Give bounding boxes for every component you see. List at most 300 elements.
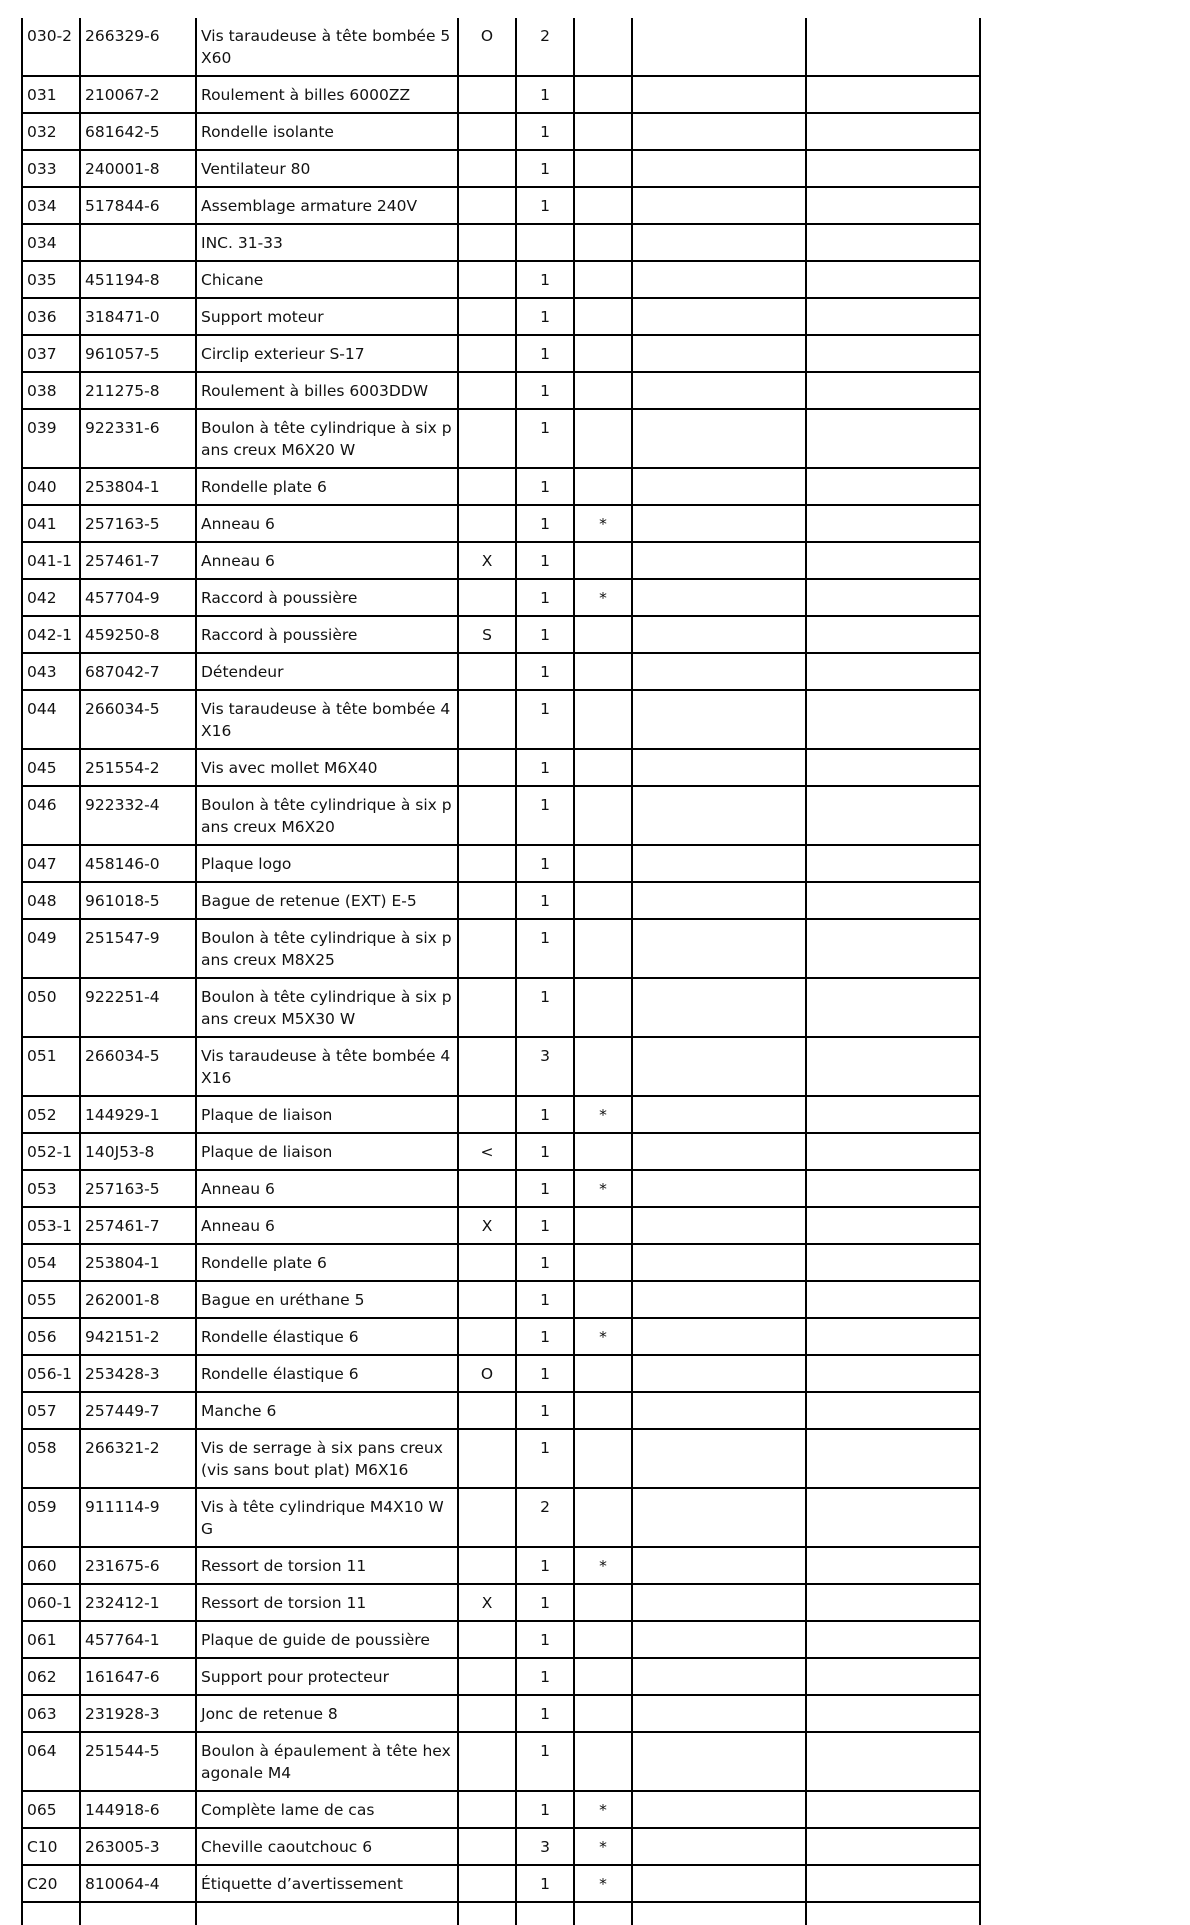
marker-cell (574, 1732, 632, 1791)
item-number-cell: 044 (22, 690, 80, 749)
quantity-cell: 1 (516, 1096, 574, 1133)
table-row (22, 113, 980, 150)
item-number-cell: 054 (22, 1244, 80, 1281)
quantity-cell: 1 (516, 690, 574, 749)
marker-cell (574, 1037, 632, 1096)
quantity-cell: 1 (516, 786, 574, 845)
table-row (22, 1037, 980, 1096)
table-row (22, 1244, 980, 1281)
empty-cell (806, 1429, 980, 1488)
empty-cell (632, 1096, 806, 1133)
part-number-cell: 140J53-8 (80, 1133, 196, 1170)
description-cell: Raccord à poussière (196, 616, 458, 653)
empty-cell (806, 409, 980, 468)
variant-code-cell: X (458, 542, 516, 579)
quantity-cell: 2 (516, 1488, 574, 1547)
variant-code-cell: O (458, 1355, 516, 1392)
table-row (22, 1133, 980, 1170)
description-cell: INC. 31-33 (196, 224, 458, 261)
description-cell: Anneau 6 (196, 1170, 458, 1207)
empty-cell (632, 409, 806, 468)
description-cell: Vis de serrage à six pans creux (vis sans bout plat) M6X16 (196, 1429, 458, 1488)
variant-code-cell (458, 1732, 516, 1791)
marker-cell: * (574, 1170, 632, 1207)
item-number-cell: 063 (22, 1695, 80, 1732)
empty-cell (806, 224, 980, 261)
empty-cell (632, 187, 806, 224)
variant-code-cell (458, 845, 516, 882)
item-number-cell: C20 (22, 1865, 80, 1902)
variant-code-cell: < (458, 1133, 516, 1170)
part-number-cell: 922251-4 (80, 978, 196, 1037)
part-number-cell: 942151-2 (80, 1318, 196, 1355)
marker-cell (574, 76, 632, 113)
variant-code-cell (458, 1429, 516, 1488)
quantity-cell: 1 (516, 468, 574, 505)
quantity-cell: 1 (516, 749, 574, 786)
description-cell: Vis taraudeuse à tête bombée 4X16 (196, 1037, 458, 1096)
part-number-cell: 266034-5 (80, 690, 196, 749)
quantity-cell: 1 (516, 542, 574, 579)
table-row (22, 298, 980, 335)
variant-code-cell (458, 1695, 516, 1732)
variant-code-cell (458, 1547, 516, 1584)
marker-cell (574, 409, 632, 468)
table-row (22, 1658, 980, 1695)
empty-cell (806, 113, 980, 150)
marker-cell (574, 978, 632, 1037)
table-row (22, 1429, 980, 1488)
variant-code-cell (458, 76, 516, 113)
variant-code-cell (458, 1488, 516, 1547)
empty-cell (632, 542, 806, 579)
marker-cell (574, 468, 632, 505)
item-number-cell: 042 (22, 579, 80, 616)
table-row (22, 261, 980, 298)
description-cell: Ventilateur 80 (196, 150, 458, 187)
description-cell: Roulement à billes 6000ZZ (196, 76, 458, 113)
item-number-cell: 056-1 (22, 1355, 80, 1392)
quantity-cell: 1 (516, 1318, 574, 1355)
empty-cell (632, 113, 806, 150)
quantity-cell: 1 (516, 616, 574, 653)
item-number-cell: 032 (22, 113, 80, 150)
item-number-cell: 036 (22, 298, 80, 335)
description-cell: Anneau 6 (196, 1207, 458, 1244)
empty-cell (632, 690, 806, 749)
variant-code-cell (458, 653, 516, 690)
description-cell: Vis à tête cylindrique M4X10 WG (196, 1488, 458, 1547)
description-cell: Support pour protecteur (196, 1658, 458, 1695)
quantity-cell: 3 (516, 1037, 574, 1096)
quantity-cell: 1 (516, 1621, 574, 1658)
description-cell: Plaque logo (196, 845, 458, 882)
table-row (22, 919, 980, 978)
empty-cell (806, 505, 980, 542)
empty-cell (632, 1318, 806, 1355)
marker-cell (574, 1355, 632, 1392)
table-row-continuation (22, 1902, 980, 1925)
description-cell: Vis avec mollet M6X40 (196, 749, 458, 786)
part-number-cell: 961018-5 (80, 882, 196, 919)
variant-code-cell (458, 187, 516, 224)
parts-table-body (22, 18, 980, 1925)
table-row (22, 616, 980, 653)
variant-code-cell: X (458, 1207, 516, 1244)
quantity-cell: 1 (516, 1791, 574, 1828)
quantity-cell: 1 (516, 1207, 574, 1244)
table-row (22, 1547, 980, 1584)
marker-cell (574, 1658, 632, 1695)
marker-cell: * (574, 1865, 632, 1902)
quantity-cell: 1 (516, 919, 574, 978)
quantity-cell: 1 (516, 505, 574, 542)
empty-cell (806, 542, 980, 579)
item-number-cell: 051 (22, 1037, 80, 1096)
empty-cell (806, 261, 980, 298)
part-number-cell: 266034-5 (80, 1037, 196, 1096)
quantity-cell: 1 (516, 1281, 574, 1318)
item-number-cell: 057 (22, 1392, 80, 1429)
description-cell: Rondelle isolante (196, 113, 458, 150)
table-row (22, 18, 980, 76)
marker-cell (574, 261, 632, 298)
description-cell: Ressort de torsion 11 (196, 1547, 458, 1584)
part-number-cell: 911114-9 (80, 1488, 196, 1547)
empty-cell (806, 919, 980, 978)
variant-code-cell (458, 1791, 516, 1828)
item-number-cell: 053 (22, 1170, 80, 1207)
variant-code-cell: X (458, 1584, 516, 1621)
variant-code-cell (458, 298, 516, 335)
item-number-cell: 035 (22, 261, 80, 298)
empty-cell (632, 653, 806, 690)
quantity-cell: 2 (516, 18, 574, 76)
variant-code-cell: S (458, 616, 516, 653)
variant-code-cell (458, 919, 516, 978)
description-cell: Plaque de liaison (196, 1133, 458, 1170)
empty-cell (632, 1207, 806, 1244)
marker-cell (574, 653, 632, 690)
table-row (22, 150, 980, 187)
item-number-cell: 038 (22, 372, 80, 409)
quantity-cell: 1 (516, 409, 574, 468)
table-row (22, 1392, 980, 1429)
item-number-cell: 065 (22, 1791, 80, 1828)
empty-cell (806, 1621, 980, 1658)
description-cell: Rondelle élastique 6 (196, 1318, 458, 1355)
variant-code-cell (458, 1828, 516, 1865)
table-row (22, 409, 980, 468)
marker-cell (574, 749, 632, 786)
marker-cell (574, 616, 632, 653)
table-row (22, 1170, 980, 1207)
marker-cell (574, 786, 632, 845)
part-number-cell: 262001-8 (80, 1281, 196, 1318)
empty-cell (806, 1865, 980, 1902)
part-number-cell: 961057-5 (80, 335, 196, 372)
item-number-cell: 034 (22, 224, 80, 261)
part-number-cell: 253804-1 (80, 1244, 196, 1281)
empty-cell (632, 1133, 806, 1170)
variant-code-cell (458, 690, 516, 749)
part-number-cell: 810064-4 (80, 1865, 196, 1902)
quantity-cell: 1 (516, 1695, 574, 1732)
part-number-cell: 318471-0 (80, 298, 196, 335)
quantity-cell: 1 (516, 298, 574, 335)
empty-cell (632, 1392, 806, 1429)
empty-cell (80, 1902, 196, 1925)
item-number-cell: 053-1 (22, 1207, 80, 1244)
empty-cell (806, 372, 980, 409)
empty-cell (806, 616, 980, 653)
empty-cell (806, 579, 980, 616)
empty-cell (632, 1281, 806, 1318)
description-cell: Rondelle élastique 6 (196, 1355, 458, 1392)
empty-cell (632, 1037, 806, 1096)
item-number-cell: 030-2 (22, 18, 80, 76)
description-cell: Ressort de torsion 11 (196, 1584, 458, 1621)
description-cell: Boulon à tête cylindrique à six pans creux M8X25 (196, 919, 458, 978)
part-number-cell: 457764-1 (80, 1621, 196, 1658)
empty-cell (632, 1244, 806, 1281)
marker-cell: * (574, 1096, 632, 1133)
variant-code-cell (458, 1281, 516, 1318)
variant-code-cell (458, 113, 516, 150)
item-number-cell: 031 (22, 76, 80, 113)
quantity-cell: 1 (516, 1170, 574, 1207)
table-row (22, 786, 980, 845)
empty-cell (806, 1828, 980, 1865)
marker-cell: * (574, 1791, 632, 1828)
table-row (22, 1695, 980, 1732)
empty-cell (806, 1547, 980, 1584)
table-row (22, 187, 980, 224)
empty-cell (806, 468, 980, 505)
part-number-cell: 251547-9 (80, 919, 196, 978)
empty-cell (632, 882, 806, 919)
item-number-cell: 033 (22, 150, 80, 187)
variant-code-cell (458, 409, 516, 468)
quantity-cell: 1 (516, 372, 574, 409)
description-cell: Boulon à épaulement à tête hexagonale M4 (196, 1732, 458, 1791)
part-number-cell: 922332-4 (80, 786, 196, 845)
marker-cell (574, 1695, 632, 1732)
description-cell: Bague de retenue (EXT) E-5 (196, 882, 458, 919)
marker-cell (574, 1207, 632, 1244)
description-cell: Vis taraudeuse à tête bombée 4X16 (196, 690, 458, 749)
part-number-cell: 459250-8 (80, 616, 196, 653)
item-number-cell: 047 (22, 845, 80, 882)
empty-cell (806, 882, 980, 919)
part-number-cell: 451194-8 (80, 261, 196, 298)
item-number-cell: 041 (22, 505, 80, 542)
description-cell: Boulon à tête cylindrique à six pans creux M5X30 W (196, 978, 458, 1037)
table-row (22, 579, 980, 616)
item-number-cell: 034 (22, 187, 80, 224)
empty-cell (458, 1902, 516, 1925)
table-row (22, 1732, 980, 1791)
table-row (22, 978, 980, 1037)
marker-cell (574, 335, 632, 372)
quantity-cell: 1 (516, 1133, 574, 1170)
description-cell: Plaque de guide de poussière (196, 1621, 458, 1658)
empty-cell (806, 1170, 980, 1207)
item-number-cell: 056 (22, 1318, 80, 1355)
empty-cell (632, 1695, 806, 1732)
empty-cell (632, 1170, 806, 1207)
table-row (22, 690, 980, 749)
description-cell: Détendeur (196, 653, 458, 690)
empty-cell (806, 1658, 980, 1695)
variant-code-cell (458, 1244, 516, 1281)
item-number-cell: 049 (22, 919, 80, 978)
part-number-cell: 681642-5 (80, 113, 196, 150)
table-row (22, 1791, 980, 1828)
description-cell: Assemblage armature 240V (196, 187, 458, 224)
variant-code-cell (458, 1621, 516, 1658)
empty-cell (632, 616, 806, 653)
empty-cell (632, 1584, 806, 1621)
quantity-cell: 1 (516, 653, 574, 690)
quantity-cell: 1 (516, 76, 574, 113)
empty-cell (806, 653, 980, 690)
empty-cell (574, 1902, 632, 1925)
empty-cell (806, 76, 980, 113)
empty-cell (632, 1828, 806, 1865)
table-row (22, 76, 980, 113)
variant-code-cell (458, 1392, 516, 1429)
quantity-cell: 1 (516, 150, 574, 187)
empty-cell (632, 1791, 806, 1828)
quantity-cell: 3 (516, 1828, 574, 1865)
part-number-cell: 232412-1 (80, 1584, 196, 1621)
empty-cell (806, 1207, 980, 1244)
part-number-cell (80, 224, 196, 261)
description-cell: Anneau 6 (196, 542, 458, 579)
empty-cell (806, 1355, 980, 1392)
description-cell: Bague en uréthane 5 (196, 1281, 458, 1318)
empty-cell (632, 1488, 806, 1547)
quantity-cell: 1 (516, 113, 574, 150)
marker-cell: * (574, 1828, 632, 1865)
empty-cell (632, 505, 806, 542)
empty-cell (632, 749, 806, 786)
variant-code-cell (458, 1318, 516, 1355)
marker-cell (574, 1392, 632, 1429)
description-cell: Étiquette d’avertissement (196, 1865, 458, 1902)
item-number-cell: 064 (22, 1732, 80, 1791)
empty-cell (806, 1281, 980, 1318)
table-row (22, 1828, 980, 1865)
quantity-cell: 1 (516, 1732, 574, 1791)
empty-cell (196, 1902, 458, 1925)
empty-cell (632, 468, 806, 505)
item-number-cell: 037 (22, 335, 80, 372)
part-number-cell: 687042-7 (80, 653, 196, 690)
empty-cell (632, 1865, 806, 1902)
variant-code-cell (458, 579, 516, 616)
marker-cell (574, 224, 632, 261)
marker-cell (574, 919, 632, 978)
part-number-cell: 161647-6 (80, 1658, 196, 1695)
description-cell: Jonc de retenue 8 (196, 1695, 458, 1732)
item-number-cell: 052-1 (22, 1133, 80, 1170)
part-number-cell: 231928-3 (80, 1695, 196, 1732)
item-number-cell: 058 (22, 1429, 80, 1488)
quantity-cell: 1 (516, 1547, 574, 1584)
description-cell: Manche 6 (196, 1392, 458, 1429)
part-number-cell: 144918-6 (80, 1791, 196, 1828)
table-row (22, 845, 980, 882)
part-number-cell: 253428-3 (80, 1355, 196, 1392)
marker-cell (574, 1584, 632, 1621)
empty-cell (806, 1392, 980, 1429)
quantity-cell: 1 (516, 1865, 574, 1902)
description-cell: Rondelle plate 6 (196, 1244, 458, 1281)
table-row (22, 1281, 980, 1318)
marker-cell (574, 1488, 632, 1547)
empty-cell (806, 749, 980, 786)
empty-cell (632, 224, 806, 261)
quantity-cell: 1 (516, 845, 574, 882)
marker-cell (574, 298, 632, 335)
quantity-cell (516, 224, 574, 261)
part-number-cell: 251554-2 (80, 749, 196, 786)
item-number-cell: 060-1 (22, 1584, 80, 1621)
quantity-cell: 1 (516, 978, 574, 1037)
item-number-cell: 041-1 (22, 542, 80, 579)
variant-code-cell (458, 978, 516, 1037)
description-cell: Support moteur (196, 298, 458, 335)
table-row (22, 1584, 980, 1621)
empty-cell (632, 1429, 806, 1488)
part-number-cell: 457704-9 (80, 579, 196, 616)
variant-code-cell (458, 749, 516, 786)
part-number-cell: 257461-7 (80, 1207, 196, 1244)
description-cell: Boulon à tête cylindrique à six pans creux M6X20 (196, 786, 458, 845)
marker-cell (574, 18, 632, 76)
empty-cell (806, 150, 980, 187)
empty-cell (632, 1658, 806, 1695)
quantity-cell: 1 (516, 1355, 574, 1392)
item-number-cell: 046 (22, 786, 80, 845)
marker-cell (574, 372, 632, 409)
table-row (22, 372, 980, 409)
empty-cell (806, 1695, 980, 1732)
part-number-cell: 263005-3 (80, 1828, 196, 1865)
empty-cell (632, 786, 806, 845)
quantity-cell: 1 (516, 1658, 574, 1695)
description-cell: Roulement à billes 6003DDW (196, 372, 458, 409)
marker-cell (574, 113, 632, 150)
item-number-cell: 045 (22, 749, 80, 786)
empty-cell (806, 1902, 980, 1925)
empty-cell (632, 1355, 806, 1392)
variant-code-cell (458, 882, 516, 919)
part-number-cell: 517844-6 (80, 187, 196, 224)
empty-cell (806, 1244, 980, 1281)
quantity-cell: 1 (516, 1429, 574, 1488)
marker-cell (574, 1133, 632, 1170)
table-row (22, 1621, 980, 1658)
part-number-cell: 211275-8 (80, 372, 196, 409)
item-number-cell: 042-1 (22, 616, 80, 653)
empty-cell (806, 1584, 980, 1621)
empty-cell (632, 845, 806, 882)
empty-cell (806, 1096, 980, 1133)
empty-cell (806, 978, 980, 1037)
